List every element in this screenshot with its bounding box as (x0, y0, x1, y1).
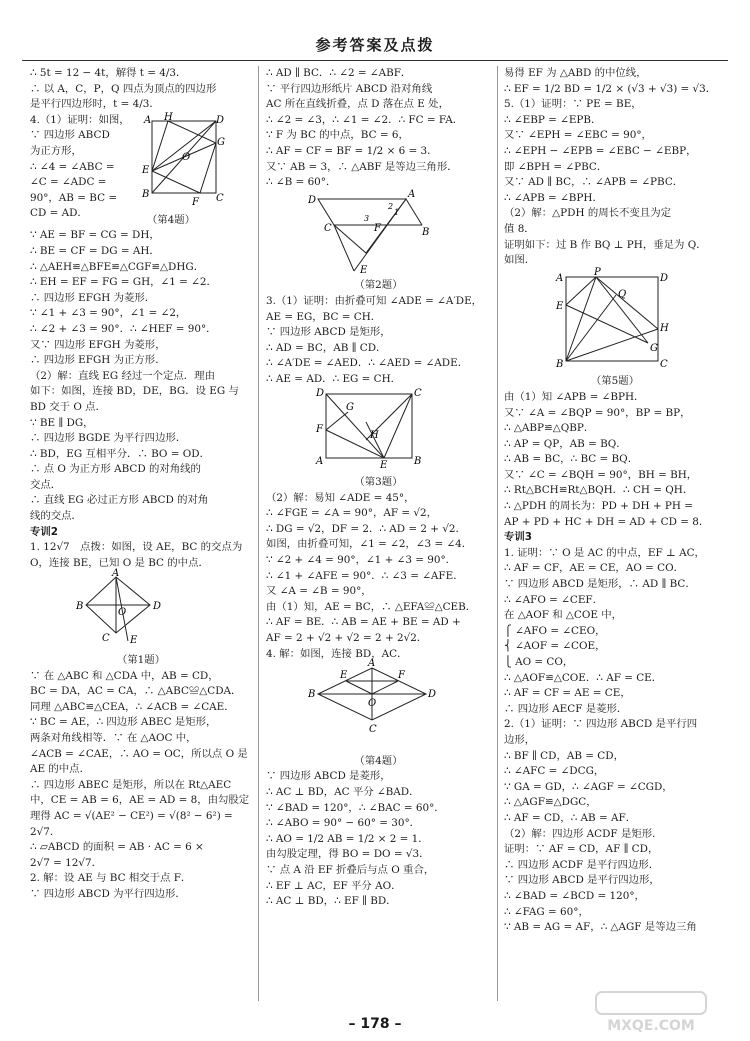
text-line: 边形， (504, 733, 536, 746)
text-line: ∴ △PDH 的周长为：PD + DH + PH = (504, 500, 693, 513)
svg-text:E: E (556, 300, 564, 312)
svg-text:B: B (556, 358, 564, 370)
text-line: ∴ ∠AFC = ∠DCG， (504, 765, 605, 778)
text-line: ∴ AO = 1/2 AB = 1/2 × 2 = 1． (266, 832, 429, 845)
text-line: 由（1）知，AE = BC，∴ △EFA≌△CEB． (266, 600, 477, 613)
figure-q3-rectangle (266, 388, 491, 470)
text-line: 2√7． (30, 825, 61, 838)
column-divider (258, 66, 259, 1001)
text-line: ∵ 四边形 ABCD 是菱形， (266, 770, 391, 783)
text-line: ∴ ∠4 = ∠ABC = (30, 160, 115, 173)
text-line: 又∵ ∠A = ∠BQP = 90°，BP = BP， (504, 406, 691, 419)
svg-text:P: P (594, 266, 601, 278)
text-line: ∵ AB = AG = AF，∴ △AGF 是等边三角 (504, 921, 697, 934)
section-title-zt2: 专训2 (30, 525, 59, 538)
text-line: 交点． (30, 478, 62, 491)
text-line: ∴ 四边形 ACDF 是平行四边形． (504, 858, 660, 871)
svg-text:H: H (164, 111, 173, 123)
text-line: ∴ AD = BC，AB ∥ CD． (266, 341, 387, 354)
text-line: ∵ 四边形 ABCD (30, 129, 110, 142)
svg-text:A: A (368, 658, 376, 670)
text-line: ∵ 点 A 沿 EF 折叠后与点 O 重合， (266, 863, 435, 876)
figure-q1-parallelogram (30, 568, 252, 647)
text-line: ∴ 四边形 EFGH 为正方形． (30, 354, 166, 367)
svg-text:A: A (556, 272, 564, 284)
text-line: 由勾股定理，得 BO = DO = √3． (266, 848, 430, 861)
text-line: ∴ 直线 EG 必过正方形 ABCD 的对角 (30, 494, 209, 507)
text-line: AF = 2 + √2 + √2 = 2 + 2√2． (266, 632, 428, 645)
text-line: AE 的中点． (30, 763, 90, 776)
text-line: ∵ 四边形 ABCD 是平行四边形， (504, 874, 660, 887)
svg-text:D: D (216, 114, 225, 126)
text-line: 1. 12√7 点拨：如图，设 AE，BC 的交点为 (30, 541, 243, 554)
text-line: ⎩ AO = CO， (504, 656, 574, 668)
figure-q2-fold (266, 188, 491, 276)
text-line: 同理 △ABC≌△CEA，∴ ∠ACB = ∠CAE． (30, 700, 235, 713)
text-line: ∵ 四边形 ABCD 是矩形， (266, 326, 391, 339)
text-line: ∵ 平行四边形纸片 ABCD 沿对角线 (266, 82, 433, 95)
text-line: 又∵ ∠C = ∠BQH = 90°，BH = BH， (504, 468, 698, 481)
text-line: 线的交点． (30, 510, 82, 523)
svg-text:C: C (660, 358, 668, 370)
text-line: ∵ F 为 BC 的中点，BC = 6， (266, 129, 409, 142)
text-line: ∵ ∠BAD = 120°，∴ ∠BAC = 60°． (266, 801, 445, 814)
text-line: 2.（1）证明：∵ 四边形 ABCD 是平行四 (504, 718, 698, 731)
svg-text:D: D (153, 601, 162, 613)
figure-q4-rhombus-caption: （第4题） (354, 754, 403, 767)
svg-text:G: G (346, 401, 354, 413)
svg-text:B: B (308, 689, 316, 701)
text-line: ∴ AF = CD，∴ AB = AF． (504, 811, 637, 824)
figure-q1-caption: （第1题） (116, 654, 166, 667)
text-line: ∵ GA = GD，∴ ∠AGF = ∠CGD， (504, 780, 673, 793)
text-line: ∴ EF ⊥ AC，EF 平分 AO． (266, 879, 402, 892)
text-line: ∴ DG = √2，DF = 2．∴ AD = 2 + √2． (266, 522, 466, 535)
svg-text:O: O (182, 151, 191, 163)
svg-text:A: A (316, 455, 324, 467)
text-line: ∴ AB = BC，∴ BC = BQ． (504, 453, 639, 466)
text-line: 为正方形， (30, 144, 82, 157)
text-line: AE = EG，BC = CH． (266, 310, 382, 323)
svg-text:D: D (316, 387, 325, 399)
svg-text:E: E (130, 635, 138, 647)
watermark-logo (576, 990, 726, 1035)
text-line: ∴ ∠FAG = 60°， (504, 905, 589, 918)
text-line: ∵ 在 △ABC 和 △CDA 中，AB = CD， (30, 669, 219, 682)
svg-text:C: C (369, 724, 377, 736)
text-line: ∴ BD，EG 互相平分．∴ BO = OD． (30, 447, 211, 460)
text-line: 值 8． (504, 222, 535, 235)
text-line: ∴ ∠FGE = ∠A = 90°，AF = √2， (266, 507, 438, 520)
text-line: 由（1）知 ∠APB = ∠BPH． (504, 390, 645, 403)
text-line: ∴ △AOF≌△COE．∴ AF = CE． (504, 671, 663, 684)
text-line: 如下：如图，连接 BD，DE，BG．设 EG 与 (30, 385, 239, 398)
svg-text:F: F (316, 423, 323, 435)
page-header (22, 30, 728, 61)
svg-text:F: F (192, 196, 199, 208)
text-line: ∴ ∠EPH − ∠EPB = ∠EBC − ∠EBP， (504, 144, 697, 157)
text-line: 3.（1）证明：由折叠可知 ∠ADE = ∠A′DE， (266, 294, 483, 307)
text-line: 2√7 = 12√7． (30, 856, 102, 869)
text-line: ∴ 5t = 12 − 4t，解得 t = 4/3． (30, 67, 187, 79)
column-2 (266, 66, 491, 910)
text-line: ∴ ∠1 + ∠AFE = 90°．∴ ∠3 = ∠AFE． (266, 569, 464, 582)
text-line: ∴ 点 O 为正方形 ABCD 的对角线的 (30, 463, 201, 476)
svg-text:A: A (112, 568, 120, 580)
text-line: 即 ∠BPH = ∠PBC． (504, 160, 608, 173)
text-line: 是平行四边形时，t = 4/3． (30, 98, 160, 111)
text-line: 又 ∠A = ∠B = 90°， (266, 585, 372, 598)
svg-text:1: 1 (394, 207, 400, 217)
svg-text:O: O (118, 607, 127, 619)
q4-block (30, 113, 252, 225)
text-line: ∵ ∠2 + ∠4 = 90°，∠1 + ∠3 = 90°． (266, 554, 457, 567)
text-line: AP + PD + HC + DH = AD + CD = 8． (504, 515, 710, 528)
text-line: ∴ 以 A，C，P，Q 四点为顶点的四边形 (30, 82, 217, 95)
figure-q4-square (130, 111, 225, 215)
text-line: ∴ ∠ABO = 90° − 60° = 30°． (266, 817, 421, 830)
svg-text:C: C (324, 222, 332, 234)
text-line: 又∵ AB = 3，∴ △ABF 是等边三角形． (266, 160, 458, 173)
svg-text:3: 3 (364, 213, 370, 223)
text-line: ⎨ ∠AOF = ∠COE， (504, 640, 606, 653)
text-line: ∴ ∠B = 60°． (266, 176, 337, 189)
text-line: ∴ AF = CF = BF = 1/2 × 6 = 3． (266, 144, 438, 157)
text-line: ∴ AD ∥ BC．∴ ∠2 = ∠ABF． (266, 67, 412, 79)
text-line: 证明：∵ AF = CD，AF ∥ CD， (504, 843, 659, 856)
svg-text:B: B (142, 188, 150, 200)
text-line: ∴ AC ⊥ BD，AC 平分 ∠BAD． (266, 786, 420, 798)
figure-q5-caption: （第5题） (590, 375, 640, 388)
text-line: （2）解：△PDH 的周长不变且为定 (504, 207, 671, 220)
figure-q4-rhombus (266, 658, 491, 748)
svg-text:Q: Q (618, 288, 627, 300)
text-line: ∴ ∠2 + ∠3 = 90°．∴ ∠HEF = 90°． (30, 322, 217, 335)
svg-text:D: D (308, 194, 317, 206)
text-line: ∴ ∠EBP = ∠EPB． (504, 113, 602, 126)
text-line: 证明如下：过 B 作 BQ ⊥ PH，垂足为 Q． (504, 238, 707, 251)
text-line: ∵ 四边形 ABCD 为平行四边形． (30, 887, 186, 900)
figure-q3-caption: （第3题） (354, 476, 403, 489)
text-line: AC 所在直线折叠，点 D 落在点 E 处， (266, 98, 449, 111)
svg-text:G: G (650, 342, 658, 354)
text-line: ∴ ∠APB = ∠BPH． (504, 191, 603, 204)
text-line: ∴ EF = 1/2 BD = 1/2 × (√3 + √3) = √3． (504, 82, 717, 95)
text-line: ∴ BE = CF = DG = AH． (30, 244, 160, 257)
text-line: ∴ Rt△BCH≌Rt△BQH．∴ CH = QH． (504, 484, 694, 497)
text-line: ∴ ∠A′DE = ∠AED．∴ ∠AED = ∠ADE． (266, 357, 469, 370)
text-line: 理得 AC = √(AE² − CE²) = √(8² − 6²) = (30, 809, 233, 822)
figure-q5-square (504, 266, 726, 370)
text-line: 又∵ ∠EPH = ∠EBC = 90°， (504, 129, 652, 142)
text-line: ∴ AF = CF，AE = CE，AO = CO． (504, 562, 685, 575)
text-line: 中，CE = AB = 6，AE = AD = 8，由勾股定 (30, 794, 250, 807)
svg-text:2: 2 (388, 201, 394, 211)
column-3 (504, 66, 726, 936)
text-line: 又∵ AD ∥ BC，∴ ∠APB = ∠PBC． (504, 176, 684, 189)
svg-text:E: E (380, 459, 388, 471)
text-line: ∵ BC = AE，∴ 四边形 ABEC 是矩形， (30, 716, 217, 729)
text-line: ∴ AC ⊥ BD，∴ EF ∥ BD． (266, 895, 397, 908)
text-line: ∵ AE = BF = CG = DH， (30, 229, 160, 242)
svg-text:H: H (660, 322, 669, 334)
text-line: 4. 解：如图，连接 BD，AC． (266, 647, 408, 660)
svg-text:F: F (374, 222, 381, 234)
svg-text:E: E (360, 264, 368, 276)
text-line: ∴ △AGF≌△DGC， (504, 796, 597, 809)
text-line: 90°，AB = BC = (30, 191, 118, 204)
text-line: O，连接 BE，已知 O 是 BC 的中点． (30, 556, 209, 569)
text-line: （2）解：直线 EG 经过一个定点．理由 (30, 369, 215, 382)
text-line: ∵ ∠1 + ∠3 = 90°，∠1 = ∠2， (30, 307, 187, 320)
figure-q4-caption: （第4题） (146, 213, 196, 226)
text-line: BC = DA，AC = CA，∴ △ABC≌△CDA． (30, 685, 242, 698)
text-line: ∠ACB = ∠CAE，∴ AO = OC，所以点 O 是 (30, 747, 248, 760)
text-line: ∴ AF = BE．∴ AB = AE + BE = AD + (266, 616, 461, 629)
text-line: CD = AD． (30, 207, 88, 220)
text-line: ∴ 四边形 AECF 是菱形． (504, 702, 628, 715)
text-line: 1. 证明：∵ O 是 AC 的中点，EF ⊥ AC， (504, 546, 705, 559)
text-line: BD 交于 O 点． (30, 400, 106, 413)
svg-text:E: E (340, 670, 348, 682)
text-line: 4.（1）证明：如图， (30, 113, 130, 126)
text-line: 易得 EF 为 △ABD 的中位线， (504, 67, 647, 79)
svg-text:C: C (216, 192, 224, 204)
text-line: ∠C = ∠ADC = (30, 176, 107, 189)
svg-text:B: B (422, 226, 430, 238)
text-line: ∴ 四边形 EFGH 为菱形． (30, 291, 156, 304)
page-header-title: 参考答案及点拨 (315, 36, 435, 54)
column-divider (497, 66, 498, 1001)
text-line: ∴ AP = QP，AB = BQ． (504, 437, 627, 450)
text-line: ∵ 四边形 ABCD 是矩形，∴ AD ∥ BC． (504, 578, 696, 591)
text-line: ∴ ∠AFO = ∠CEF． (504, 593, 604, 606)
svg-text:C: C (102, 633, 110, 645)
text-line: ∴ 四边形 ABEC 是矩形，所以在 Rt△AEC (30, 778, 232, 791)
svg-text:E: E (142, 164, 150, 176)
page-number: – 178 – (348, 1016, 402, 1032)
text-line: 2. 解：设 AE 与 BC 相交于点 F． (30, 872, 192, 885)
text-line: ∴ ∠BAD = ∠BCD = 120°， (504, 889, 645, 902)
svg-text:G: G (217, 136, 225, 148)
svg-text:B: B (414, 455, 422, 467)
text-line: ∴ BF ∥ CD，AB = CD， (504, 749, 624, 762)
svg-text:O: O (368, 698, 377, 710)
text-line: ∴ △ABP≌△QBP． (504, 422, 595, 435)
text-line: ∴ AF = CF = AE = CE， (504, 687, 631, 700)
text-line: 如图，由折叠可知，∠1 = ∠2，∠3 = ∠4． (266, 538, 473, 551)
text-line: 在 △AOF 和 △COE 中， (504, 609, 623, 622)
text-line: ∴ EH = EF = FG = GH，∠1 = ∠2． (30, 276, 217, 289)
svg-text:A: A (144, 114, 152, 126)
text-line: ∴ △AEH≌△BFE≌△CGF≌△DHG． (30, 260, 205, 273)
text-line: （2）解：四边形 ACDF 是矩形． (504, 827, 663, 840)
svg-text:H: H (370, 429, 379, 441)
text-line: 又∵ 四边形 EFGH 为菱形， (30, 338, 166, 351)
text-line: 两条对角线相等．∵ 在 △AOC 中， (30, 732, 197, 744)
svg-text:C: C (414, 387, 422, 399)
svg-text:A: A (408, 188, 416, 200)
svg-text:D: D (660, 272, 669, 284)
svg-text:MXQE.COM: MXQE.COM (607, 1018, 695, 1034)
text-line: ∴ ∠2 = ∠3，∴ ∠1 = ∠2．∴ FC = FA． (266, 113, 464, 126)
text-line: ⎧ ∠AFO = ∠CEO， (504, 624, 606, 637)
text-line: （2）解：易知 ∠ADE = 45°， (266, 491, 415, 504)
text-line: ∴ AE = AD．∴ EG = CH． (266, 372, 402, 385)
text-line: ∴ 四边形 BGDE 为平行四边形． (30, 432, 187, 445)
svg-text:D: D (428, 689, 437, 701)
column-1 (30, 66, 252, 903)
section-title-zt3: 专训3 (504, 531, 533, 544)
figure-q2-caption: （第2题） (354, 279, 403, 292)
text-line: 如图． (504, 254, 536, 267)
text-line: 5.（1）证明：∵ PE = BE， (504, 98, 642, 111)
text-line: ∴ ▱ABCD 的面积 = AB · AC = 6 × (30, 841, 204, 854)
text-line: ∵ BE ∥ DG， (30, 416, 94, 429)
svg-text:F: F (398, 670, 405, 682)
svg-text:B: B (76, 601, 84, 613)
